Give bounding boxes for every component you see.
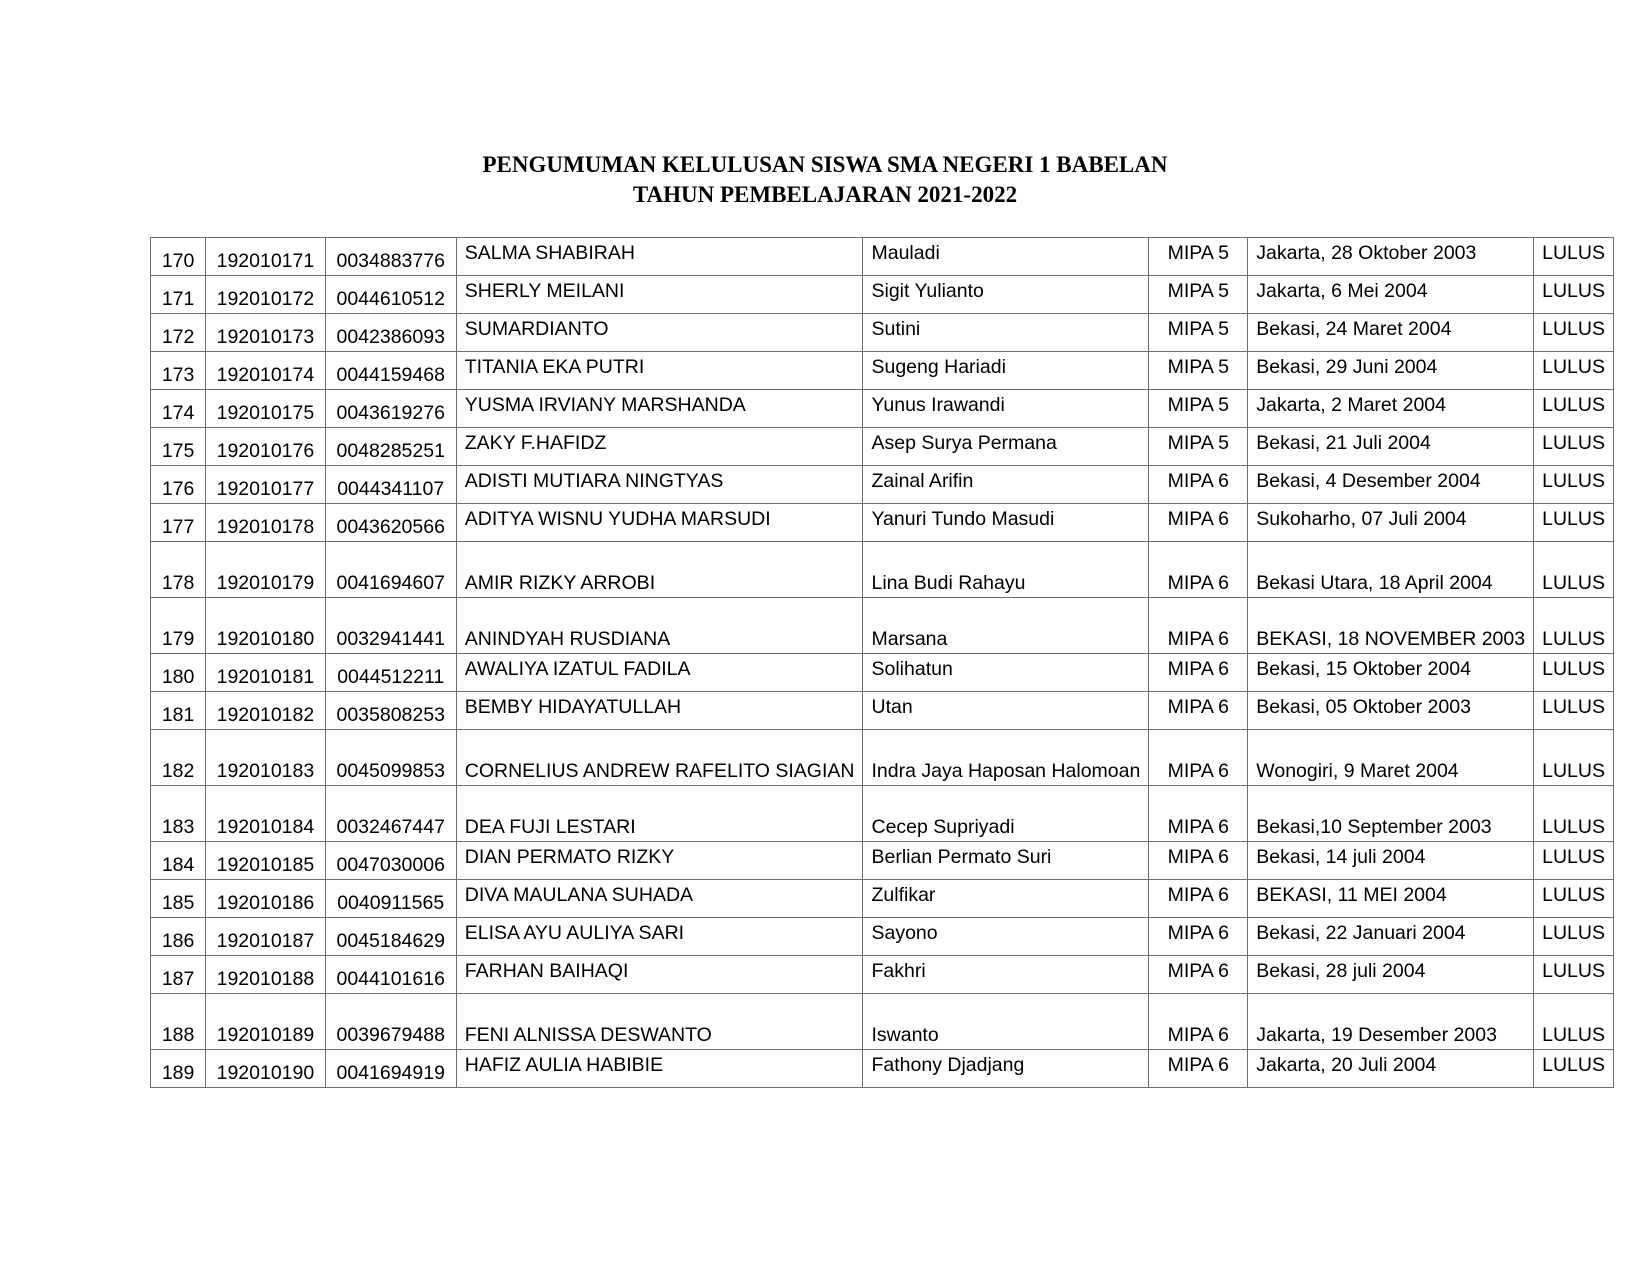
cell-student-name: ADISTI MUTIARA NINGTYAS [456,466,863,504]
cell-number: 172 [151,314,206,352]
cell-birth-place-date: BEKASI, 18 NOVEMBER 2003 [1248,598,1534,654]
cell-parent-name: Zulfikar [863,880,1149,918]
cell-parent-name: Sugeng Hariadi [863,352,1149,390]
cell-parent-name: Mauladi [863,238,1149,276]
cell-nis: 192010187 [206,918,325,956]
cell-parent-name: Zainal Arifin [863,466,1149,504]
cell-status: LULUS [1534,390,1614,428]
cell-status: LULUS [1534,692,1614,730]
cell-student-name: DEA FUJI LESTARI [456,786,863,842]
cell-nis: 192010174 [206,352,325,390]
cell-class: MIPA 6 [1149,466,1248,504]
cell-nisn: 0032941441 [325,598,456,654]
cell-class: MIPA 6 [1149,730,1248,786]
cell-birth-place-date: Bekasi, 21 Juli 2004 [1248,428,1534,466]
cell-nis: 192010172 [206,276,325,314]
table-row [151,352,1614,390]
table-row [151,692,1614,730]
cell-number: 173 [151,352,206,390]
cell-birth-place-date: Bekasi, 15 Oktober 2004 [1248,654,1534,692]
cell-student-name: AMIR RIZKY ARROBI [456,542,863,598]
cell-student-name: FENI ALNISSA DESWANTO [456,994,863,1050]
cell-nisn: 0045099853 [325,730,456,786]
cell-number: 187 [151,956,206,994]
cell-birth-place-date: Jakarta, 20 Juli 2004 [1248,1050,1534,1088]
cell-status: LULUS [1534,276,1614,314]
cell-parent-name: Lina Budi Rahayu [863,542,1149,598]
cell-nis: 192010181 [206,654,325,692]
cell-nisn: 0041694919 [325,1050,456,1088]
cell-number: 178 [151,542,206,598]
cell-status: LULUS [1534,654,1614,692]
cell-nisn: 0042386093 [325,314,456,352]
title-line-1: PENGUMUMAN KELULUSAN SISWA SMA NEGERI 1 BABELAN [482,152,1168,177]
cell-student-name: ANINDYAH RUSDIANA [456,598,863,654]
cell-parent-name: Indra Jaya Haposan Halomoan [863,730,1149,786]
cell-parent-name: Yanuri Tundo Masudi [863,504,1149,542]
cell-birth-place-date: Bekasi, 4 Desember 2004 [1248,466,1534,504]
cell-birth-place-date: Bekasi, 28 juli 2004 [1248,956,1534,994]
table-row [151,842,1614,880]
table-row [151,730,1614,786]
cell-nis: 192010182 [206,692,325,730]
cell-nis: 192010190 [206,1050,325,1088]
cell-student-name: AWALIYA IZATUL FADILA [456,654,863,692]
cell-nisn: 0041694607 [325,542,456,598]
cell-status: LULUS [1534,842,1614,880]
cell-student-name: BEMBY HIDAYATULLAH [456,692,863,730]
table-row [151,466,1614,504]
cell-number: 185 [151,880,206,918]
cell-number: 186 [151,918,206,956]
table-row [151,994,1614,1050]
cell-parent-name: Marsana [863,598,1149,654]
cell-student-name: CORNELIUS ANDREW RAFELITO SIAGIAN [456,730,863,786]
cell-class: MIPA 5 [1149,390,1248,428]
cell-number: 170 [151,238,206,276]
cell-student-name: ZAKY F.HAFIDZ [456,428,863,466]
cell-nisn: 0035808253 [325,692,456,730]
cell-nis: 192010178 [206,504,325,542]
cell-birth-place-date: Bekasi, 22 Januari 2004 [1248,918,1534,956]
cell-nis: 192010189 [206,994,325,1050]
cell-class: MIPA 6 [1149,842,1248,880]
cell-parent-name: Fathony Djadjang [863,1050,1149,1088]
cell-nis: 192010188 [206,956,325,994]
table-row [151,504,1614,542]
cell-status: LULUS [1534,994,1614,1050]
table-row [151,786,1614,842]
cell-birth-place-date: Sukoharho, 07 Juli 2004 [1248,504,1534,542]
cell-nisn: 0047030006 [325,842,456,880]
table-row [151,880,1614,918]
cell-nisn: 0032467447 [325,786,456,842]
cell-class: MIPA 5 [1149,352,1248,390]
cell-parent-name: Yunus Irawandi [863,390,1149,428]
cell-student-name: ELISA AYU AULIYA SARI [456,918,863,956]
cell-nis: 192010173 [206,314,325,352]
cell-class: MIPA 6 [1149,786,1248,842]
table-row [151,276,1614,314]
cell-nisn: 0043620566 [325,504,456,542]
table-row [151,918,1614,956]
cell-student-name: SUMARDIANTO [456,314,863,352]
cell-parent-name: Fakhri [863,956,1149,994]
table-row [151,542,1614,598]
cell-number: 184 [151,842,206,880]
cell-nis: 192010175 [206,390,325,428]
cell-parent-name: Sayono [863,918,1149,956]
cell-nisn: 0044159468 [325,352,456,390]
cell-nis: 192010185 [206,842,325,880]
cell-birth-place-date: Bekasi,10 September 2003 [1248,786,1534,842]
cell-number: 183 [151,786,206,842]
cell-nisn: 0048285251 [325,428,456,466]
cell-student-name: DIAN PERMATO RIZKY [456,842,863,880]
cell-nis: 192010186 [206,880,325,918]
cell-number: 179 [151,598,206,654]
cell-class: MIPA 6 [1149,994,1248,1050]
cell-status: LULUS [1534,542,1614,598]
cell-nis: 192010184 [206,786,325,842]
cell-class: MIPA 5 [1149,238,1248,276]
title-line-2: TAHUN PEMBELAJARAN 2021-2022 [632,182,1018,207]
cell-class: MIPA 6 [1149,1050,1248,1088]
cell-parent-name: Sutini [863,314,1149,352]
cell-parent-name: Cecep Supriyadi [863,786,1149,842]
cell-class: MIPA 6 [1149,654,1248,692]
cell-birth-place-date: BEKASI, 11 MEI 2004 [1248,880,1534,918]
cell-class: MIPA 5 [1149,428,1248,466]
cell-status: LULUS [1534,730,1614,786]
cell-class: MIPA 6 [1149,598,1248,654]
document-title [0,150,1650,210]
cell-status: LULUS [1534,1050,1614,1088]
cell-nisn: 0040911565 [325,880,456,918]
cell-nisn: 0043619276 [325,390,456,428]
cell-birth-place-date: Bekasi, 05 Oktober 2003 [1248,692,1534,730]
graduation-table [150,237,1614,1088]
cell-nisn: 0034883776 [325,238,456,276]
cell-status: LULUS [1534,466,1614,504]
cell-student-name: SHERLY MEILANI [456,276,863,314]
table-row [151,428,1614,466]
cell-birth-place-date: Jakarta, 19 Desember 2003 [1248,994,1534,1050]
cell-number: 181 [151,692,206,730]
cell-nisn: 0044341107 [325,466,456,504]
cell-number: 189 [151,1050,206,1088]
cell-parent-name: Utan [863,692,1149,730]
cell-number: 180 [151,654,206,692]
cell-number: 188 [151,994,206,1050]
cell-student-name: TITANIA EKA PUTRI [456,352,863,390]
cell-status: LULUS [1534,918,1614,956]
cell-parent-name: Berlian Permato Suri [863,842,1149,880]
cell-birth-place-date: Bekasi, 24 Maret 2004 [1248,314,1534,352]
cell-parent-name: Solihatun [863,654,1149,692]
cell-status: LULUS [1534,880,1614,918]
cell-birth-place-date: Bekasi, 14 juli 2004 [1248,842,1534,880]
cell-status: LULUS [1534,314,1614,352]
cell-birth-place-date: Bekasi, 29 Juni 2004 [1248,352,1534,390]
cell-nis: 192010177 [206,466,325,504]
cell-class: MIPA 6 [1149,956,1248,994]
graduation-table-body [151,238,1614,1088]
cell-parent-name: Sigit Yulianto [863,276,1149,314]
cell-number: 176 [151,466,206,504]
cell-nis: 192010179 [206,542,325,598]
cell-parent-name: Asep Surya Permana [863,428,1149,466]
cell-student-name: DIVA MAULANA SUHADA [456,880,863,918]
cell-class: MIPA 6 [1149,918,1248,956]
table-row [151,390,1614,428]
cell-nis: 192010183 [206,730,325,786]
cell-nisn: 0044610512 [325,276,456,314]
cell-class: MIPA 6 [1149,880,1248,918]
cell-status: LULUS [1534,352,1614,390]
cell-number: 175 [151,428,206,466]
cell-nisn: 0044101616 [325,956,456,994]
cell-number: 171 [151,276,206,314]
table-row [151,314,1614,352]
cell-status: LULUS [1534,598,1614,654]
cell-student-name: ADITYA WISNU YUDHA MARSUDI [456,504,863,542]
cell-birth-place-date: Jakarta, 2 Maret 2004 [1248,390,1534,428]
cell-birth-place-date: Jakarta, 28 Oktober 2003 [1248,238,1534,276]
cell-class: MIPA 5 [1149,276,1248,314]
cell-birth-place-date: Jakarta, 6 Mei 2004 [1248,276,1534,314]
cell-student-name: SALMA SHABIRAH [456,238,863,276]
cell-student-name: HAFIZ AULIA HABIBIE [456,1050,863,1088]
cell-number: 182 [151,730,206,786]
cell-nis: 192010176 [206,428,325,466]
cell-status: LULUS [1534,956,1614,994]
table-row [151,598,1614,654]
cell-birth-place-date: Wonogiri, 9 Maret 2004 [1248,730,1534,786]
cell-number: 174 [151,390,206,428]
cell-nis: 192010180 [206,598,325,654]
cell-class: MIPA 5 [1149,314,1248,352]
cell-class: MIPA 6 [1149,504,1248,542]
cell-nisn: 0045184629 [325,918,456,956]
table-row [151,956,1614,994]
cell-status: LULUS [1534,238,1614,276]
table-row [151,654,1614,692]
cell-class: MIPA 6 [1149,692,1248,730]
cell-parent-name: Iswanto [863,994,1149,1050]
cell-birth-place-date: Bekasi Utara, 18 April 2004 [1248,542,1534,598]
cell-status: LULUS [1534,428,1614,466]
cell-number: 177 [151,504,206,542]
cell-nis: 192010171 [206,238,325,276]
cell-status: LULUS [1534,504,1614,542]
cell-status: LULUS [1534,786,1614,842]
cell-nisn: 0044512211 [325,654,456,692]
table-row [151,1050,1614,1088]
cell-student-name: FARHAN BAIHAQI [456,956,863,994]
cell-class: MIPA 6 [1149,542,1248,598]
cell-nisn: 0039679488 [325,994,456,1050]
cell-student-name: YUSMA IRVIANY MARSHANDA [456,390,863,428]
table-row [151,238,1614,276]
